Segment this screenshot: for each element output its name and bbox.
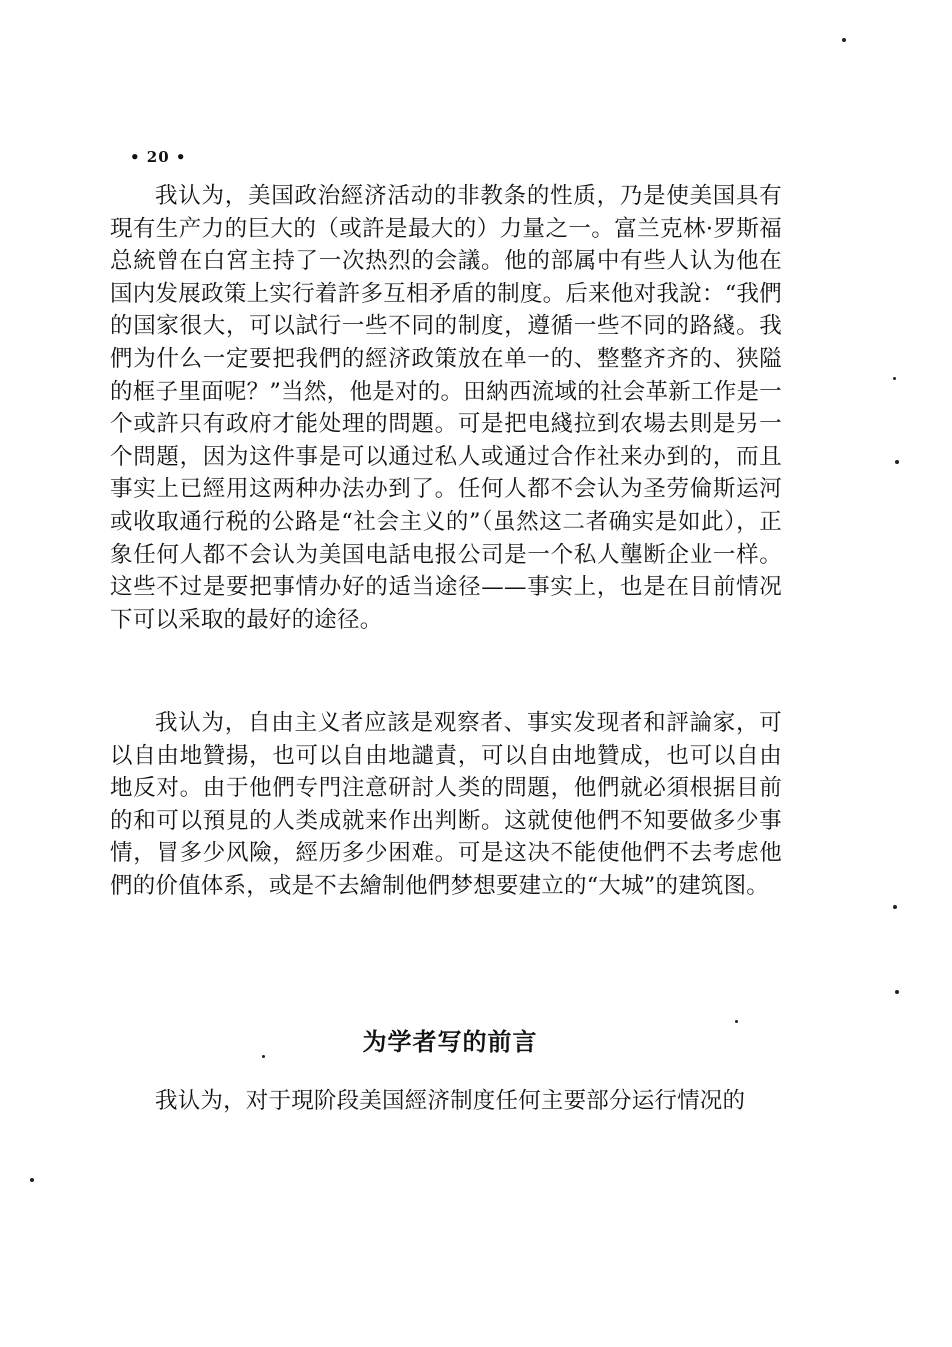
scan-speck <box>895 460 899 464</box>
scan-speck <box>30 1178 34 1182</box>
scan-speck <box>262 1055 265 1058</box>
scan-speck <box>893 905 897 909</box>
body-paragraph-2: 我认为，自由主义者应該是观察者、事实发现者和評論家，可以自由地贊揚，也可以自由地譴責，可以自由地贊成，也可以自由地反对。由于他們专門注意研討人类的問題，他們就必須根据目前的和可以預見的人类成就来作出判断。这就使他們不知要做多少事情，冒多少风險，經历多少困难。可是这决不能使他們不去考虑他們的价值体系，或是不去繪制他們梦想要建立的“大城”的建筑图。 <box>110 710 782 899</box>
scan-speck <box>735 1020 738 1023</box>
scan-speck <box>893 377 896 380</box>
scan-speck <box>895 990 899 994</box>
scan-speck <box>842 38 846 42</box>
page-number: • 20 • <box>130 148 187 166</box>
section-paragraph: 我认为，对于現阶段美国經济制度任何主要部分运行情况的 <box>155 1088 746 1114</box>
section-title: 为学者写的前言 <box>362 1027 538 1056</box>
body-paragraph-1: 我认为，美国政治經济活动的非教条的性质，乃是使美国具有現有生产力的巨大的（或許是最大的）力量之一。富兰克林·罗斯福总統曾在白宮主持了一次热烈的会議。他的部属中有些人认为他在国内发展政策上实行着許多互相矛盾的制度。后来他对我說：“我們的国家很大，可以試行一些不同的制度，遵循一些不同的路綫。我們为什么一定要把我們的經济政策放在单一的、整整齐齐的、狭隘的框子里面呢？”当然，他是对的。田納西流域的社会革新工作是一个或許只有政府才能处理的問題。可是把电綫拉到农場去則是另一个問題，因为这件事是可以通过私人或通过合作社来办到的，而且事实上已經用这两种办法办到了。任何人都不会认为圣劳倫斯运河或收取通行税的公路是“社会主义的”（虽然这二者确实是如此），正象任何人都不会认为美国电話电报公司是一个私人壟断企业一样。这些不过是要把事情办好的适当途径——事实上，也是在目前情况下可以采取的最好的途径。 <box>110 183 782 633</box>
